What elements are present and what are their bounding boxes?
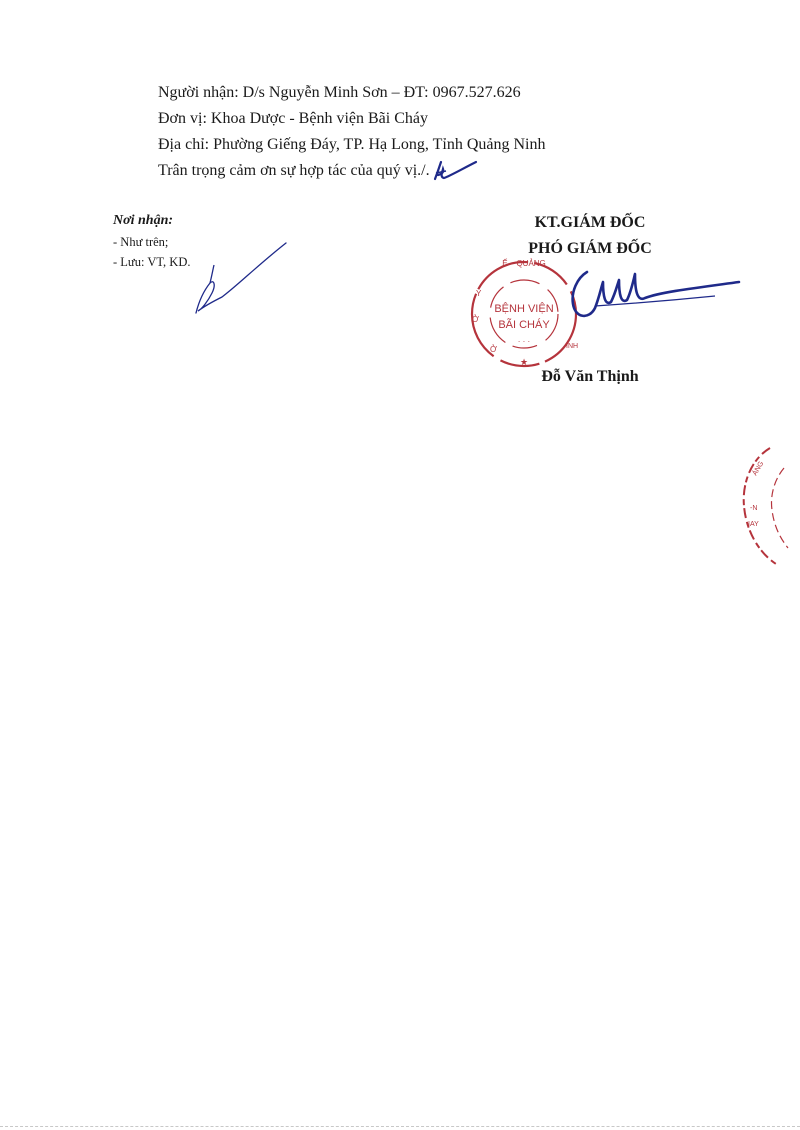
svg-text:IAY: IAY — [748, 521, 759, 528]
director-signature-icon — [565, 262, 745, 342]
svg-text:· · ·: · · · — [517, 337, 531, 346]
contact-block — [158, 80, 638, 184]
recipients-item-1: - Như trên; — [113, 235, 169, 249]
svg-text:Ế QUẢNG: Ế QUẢNG — [502, 259, 546, 268]
recipients-heading: Nơi nhận: — [113, 213, 174, 228]
thanks-line — [158, 158, 638, 184]
thanks-text: Trân trọng cảm ơn sự hợp tác của quý vị./. — [158, 162, 430, 179]
recipient-line: Người nhận: D/s Nguyễn Minh Sơn – ĐT: 0967.527.626 — [158, 84, 521, 101]
svg-text:INH: INH — [566, 343, 579, 350]
svg-text:Y: Y — [476, 289, 482, 298]
page-bottom-edge — [0, 1126, 800, 1127]
unit-line: Đơn vị: Khoa Dược - Bệnh viện Bãi Cháy — [158, 110, 428, 127]
svg-text:Ở: Ở — [490, 345, 497, 354]
signer-title-1: KT.GIÁM ĐỐC — [534, 214, 646, 231]
seal-line-1: BỆNH VIỆN — [494, 303, 554, 315]
svg-text:ÁNG: ÁNG — [751, 460, 766, 477]
initial-signature-icon — [432, 159, 478, 183]
svg-text:Ở: Ở — [472, 315, 479, 324]
recipients-item-2: - Lưu: VT, KD. — [113, 255, 191, 269]
clerk-initial-signature-icon — [188, 235, 288, 320]
svg-text:-N: -N — [750, 505, 758, 512]
signer-name: Đỗ Văn Thịnh — [541, 368, 639, 385]
signer-title-2: PHÓ GIÁM ĐỐC — [528, 240, 652, 257]
edge-seal-fragment-icon — [730, 440, 800, 570]
address-line: Địa chỉ: Phường Giếng Đáy, TP. Hạ Long, Tỉnh Quảng Ninh — [158, 136, 546, 153]
svg-text:★: ★ — [519, 357, 529, 367]
seal-line-2: BÃI CHÁY — [498, 319, 550, 331]
